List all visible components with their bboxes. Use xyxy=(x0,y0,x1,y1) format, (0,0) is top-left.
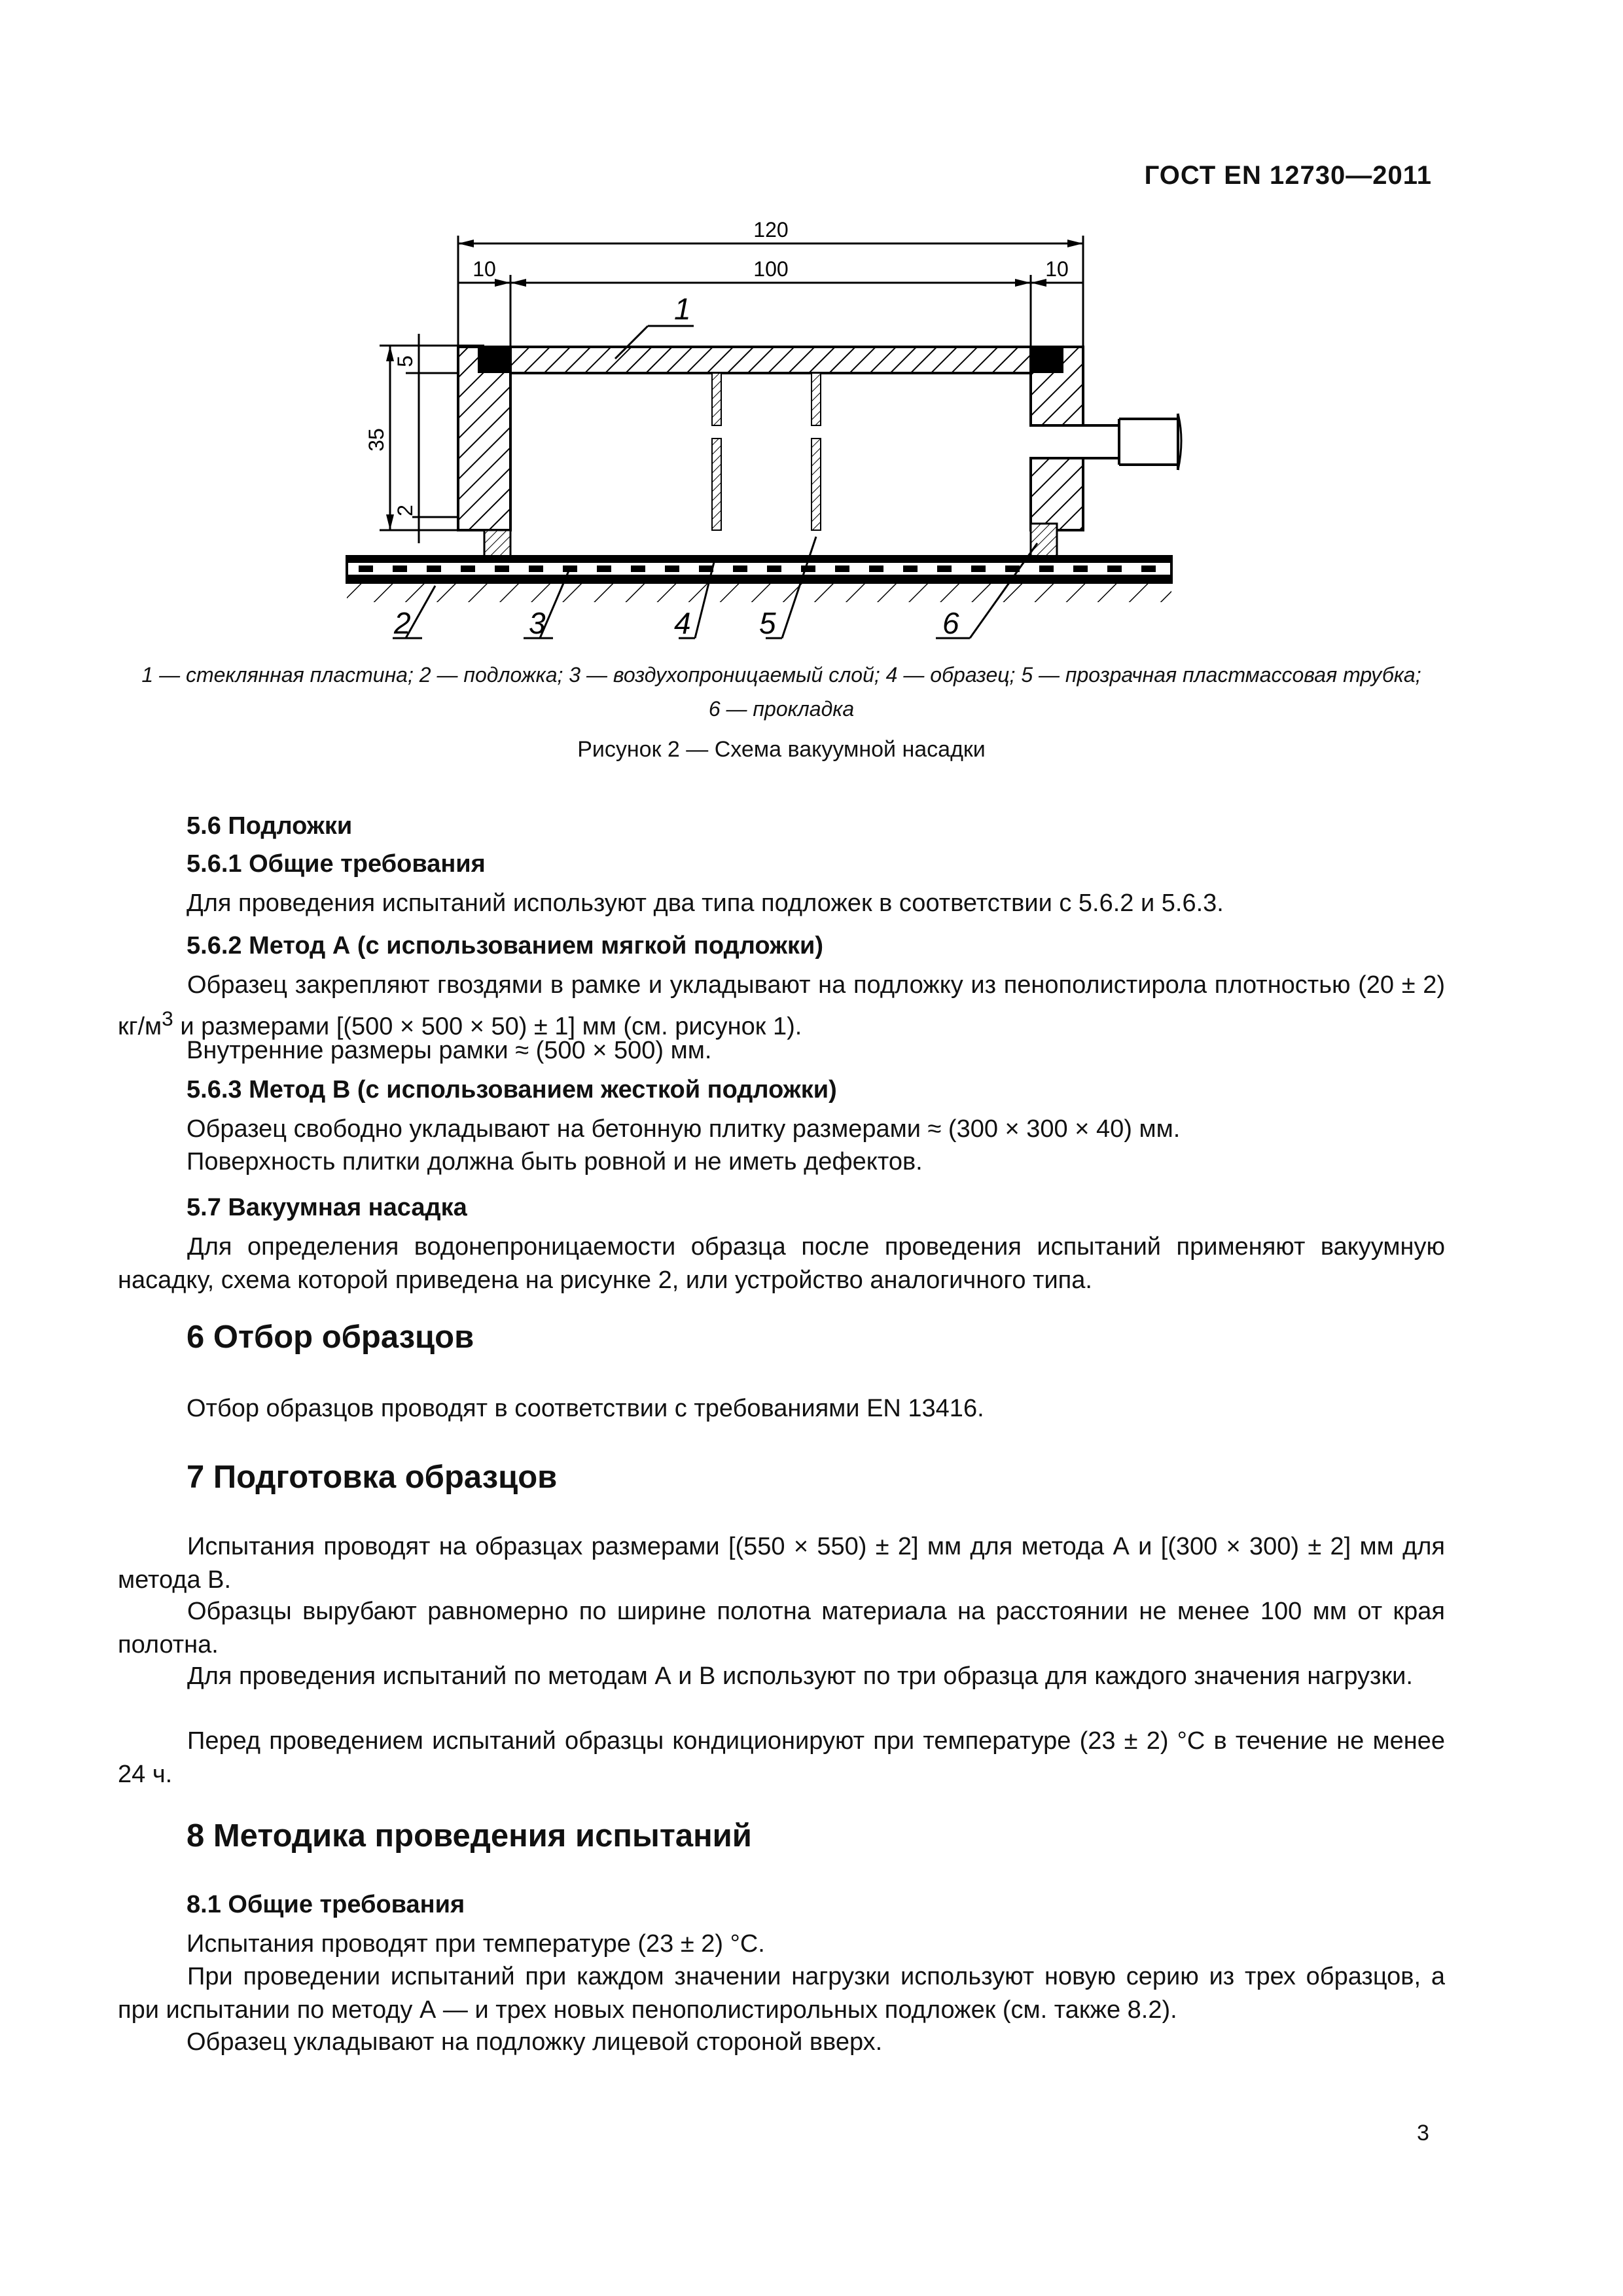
section-5-6-1-text: Для проведения испытаний используют два типа подложек в соответствии с 5.6.2 и 5.6.3. xyxy=(187,889,1224,917)
s562-text-b: и размерами [(500 × 500 × 50) ± 1] мм (см. рисунок 1). xyxy=(173,1013,802,1041)
section-7-p4: Перед проведением испытаний образцы кондиционируют при температуре (23 ± 2) °С в течение не менее 24 ч. xyxy=(118,1727,1445,1788)
section-5-6-2-title: 5.6.2 Метод А (с использованием мягкой подложки) xyxy=(187,932,824,960)
dim-top-label: 5 xyxy=(393,355,417,367)
page-number: 3 xyxy=(1417,2121,1429,2145)
callout-6: 6 xyxy=(942,606,959,640)
vacuum-attachment-figure xyxy=(0,0,1623,687)
section-5-6-3-title: 5.6.3 Метод В (с использованием жесткой подложки) xyxy=(187,1076,837,1103)
section-5-7-text: Для определения водонепроницаемости образца после проведения испытаний применяют вакуумную насадку, схема которой приведена на рисунке 2, или устройство аналогичного типа. xyxy=(118,1233,1445,1294)
figure-caption: Рисунок 2 — Схема вакуумной насадки xyxy=(577,737,986,762)
figure-legend xyxy=(118,658,1445,726)
legend-line-1: 1 — стеклянная пластина; 2 — подложка; 3 — воздухопроницаемый слой; 4 — образец; 5 — прозрачная пластмассовая трубка; xyxy=(141,663,1421,687)
section-5-6-3-text1: Образец свободно укладывают на бетонную плитку размерами ≈ (300 × 300 × 40) мм. xyxy=(187,1115,1181,1143)
callout-5: 5 xyxy=(759,606,776,640)
dim-total-label: 120 xyxy=(753,218,789,242)
dim-left-label: 10 xyxy=(473,257,496,281)
section-7-p3: Для проведения испытаний по методам А и В используют по три образца для каждого значения нагрузки. xyxy=(187,1662,1413,1690)
section-7-p1: Испытания проводят на образцах размерами [(550 × 550) ± 2] мм для метода А и [(300 × 300) ± 2] мм для метода В. xyxy=(118,1533,1445,1594)
document-header: ГОСТ EN 12730—2011 xyxy=(1144,161,1432,190)
section-5-6-3-text2: Поверхность плитки должна быть ровной и не иметь дефектов. xyxy=(187,1148,923,1175)
s562-sup: 3 xyxy=(162,1007,173,1030)
dim-height-label: 35 xyxy=(365,428,388,452)
section-8-1-p2: При проведении испытаний при каждом значении нагрузки используют новую серию из трех образцов, а при испытании по методу А — и трех новых пенополистирольных подложек (см. также 8.2). xyxy=(118,1963,1445,2024)
section-6-title: 6 Отбор образцов xyxy=(187,1319,474,1355)
s562-text-a: Образец закрепляют гвоздями в рамке и укладывают на подложку из пенополистирола плотностью (20 ± 2) кг/м xyxy=(118,971,1445,1041)
legend-line-2: 6 — прокладка xyxy=(708,697,855,721)
callout-1: 1 xyxy=(674,292,691,326)
dim-bottom-label: 2 xyxy=(393,505,417,516)
section-5-6-1-title: 5.6.1 Общие требования xyxy=(187,850,486,878)
callout-3: 3 xyxy=(529,606,546,640)
callout-4: 4 xyxy=(674,606,691,640)
dim-middle-label: 100 xyxy=(753,257,789,281)
dim-right-label: 10 xyxy=(1045,257,1069,281)
section-8-title: 8 Методика проведения испытаний xyxy=(187,1818,752,1854)
section-7-title: 7 Подготовка образцов xyxy=(187,1460,558,1495)
section-5-6-2-text xyxy=(118,969,1445,1044)
section-8-1-p1: Испытания проводят при температуре (23 ± 2) °С. xyxy=(187,1930,765,1958)
section-6-text: Отбор образцов проводят в соответствии с требованиями EN 13416. xyxy=(187,1395,984,1422)
section-8-1-p3: Образец укладывают на подложку лицевой стороной вверх. xyxy=(187,2028,883,2056)
section-7-p2: Образцы вырубают равномерно по ширине полотна материала на расстоянии не менее 100 мм от края полотна. xyxy=(118,1598,1445,1659)
section-8-1-title: 8.1 Общие требования xyxy=(187,1891,465,1918)
section-5-6-2-text2: Внутренние размеры рамки ≈ (500 × 500) мм. xyxy=(187,1037,712,1064)
section-5-7-title: 5.7 Вакуумная насадка xyxy=(187,1194,467,1221)
callout-2: 2 xyxy=(394,606,411,640)
section-5-6-title: 5.6 Подложки xyxy=(187,812,353,840)
